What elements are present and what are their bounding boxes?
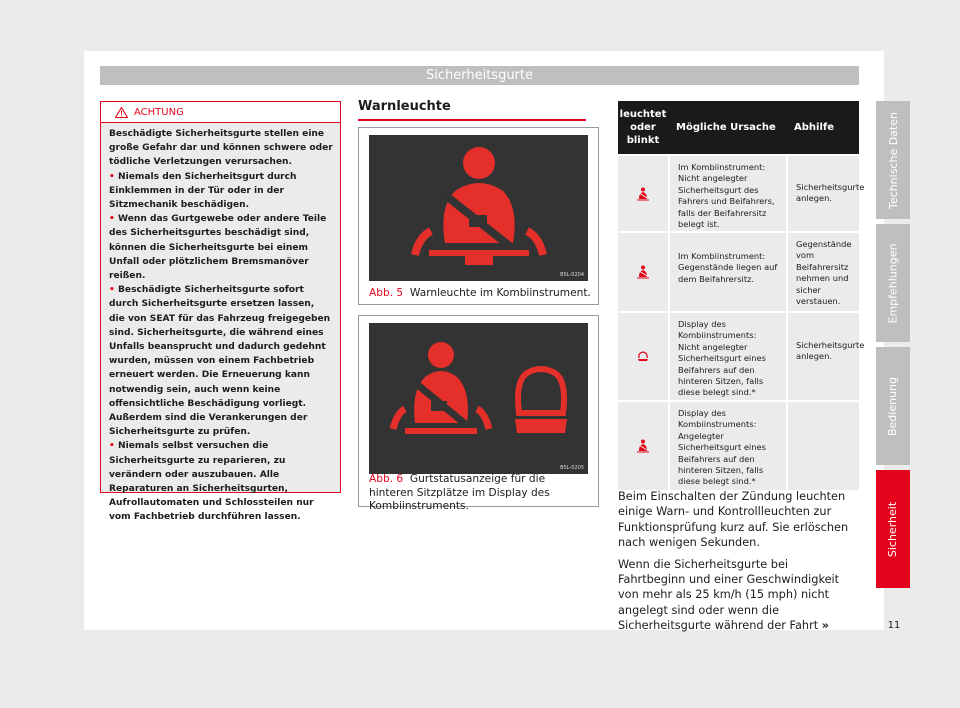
section-title: Warnleuchte	[358, 99, 451, 114]
warning-bullet: • Beschädigte Sicherheitsgurte sofort durch Sicherheitsgurte ersetzen lassen, die von SEAT für das Fahrzeug freigegeben sind. Sicherheitsgurte, die während eines Unfalls beansprucht und dadurch gedehnt wurden, müssen von einem Fachbetrieb erneuert werden. Die Erneuerung kann notwendig sein, auch wenn keine offensichtliche Beschädigung vorliegt. Außerdem sind die Verankerungen der Sicherheitsgurte zu prüfen.	[109, 285, 331, 438]
warning-bullet: • Niemals den Sicherheitsgurt durch Einklemmen in der Tür oder in der Sitzmechanik beschädigen.	[109, 171, 297, 211]
table-row	[618, 311, 865, 400]
paragraph: Wenn die Sicherheitsgurte bei Fahrtbeginn und einer Geschwindigkeit von mehr als 25 km/h (15 mph) nicht angelegt sind oder wenn die Sicherheitsgurte während der Fahrt »	[618, 557, 840, 633]
warning-triangle-icon	[115, 107, 128, 118]
seatbelt-warning-icon	[637, 187, 649, 201]
table-cell-remedy: Gegenstände vom Beifahrersitz nehmen und sicher verstauen.	[786, 233, 859, 311]
warning-header	[101, 102, 340, 123]
figure-warning-light	[358, 127, 599, 305]
table-cell-cause: Display des Kombiinstruments: Nicht angelegter Sicherheitsgurt eines Beifahrers auf den hinteren Sitzen, falls diese belegt sind.*	[668, 313, 786, 400]
tab-empfehlungen[interactable]: Empfehlungen	[876, 224, 910, 342]
section-underline	[358, 119, 586, 121]
table-row	[618, 154, 865, 231]
table-cell-icon	[618, 313, 668, 400]
seatbelt-warning-icon	[369, 135, 588, 281]
continue-icon: »	[821, 619, 830, 633]
warning-bullet: • Niemals selbst versuchen die Sicherheitsgurte zu reparieren, zu verändern oder auszubauen. Alle Reparaturen an Sicherheitsgurten, Aufrollautomaten und Schlossteilen nur vom Fachbetrieb durchführen lassen.	[109, 441, 314, 523]
rear-seat-status-icon	[369, 323, 588, 474]
column-header: leuchtet oder blinkt	[619, 109, 667, 146]
table-cell-remedy	[786, 402, 859, 490]
warning-title: ACHTUNG	[134, 106, 184, 118]
column-header: Abhilfe	[794, 122, 835, 133]
table-cell-cause: Im Kombiinstrument: Nicht angelegter Sicherheitsgurt des Fahrers und Beifahrers, falls der Beifahrersitz belegt ist.	[668, 156, 786, 231]
empty-seat-icon	[637, 351, 649, 362]
table-row	[618, 400, 859, 490]
warning-light-table	[618, 101, 865, 490]
table-cell-icon	[618, 402, 668, 490]
seatbelt-warning-icon	[637, 265, 649, 279]
page-header: Sicherheitsgurte	[100, 66, 859, 85]
warning-body	[101, 123, 340, 525]
warning-box	[100, 101, 341, 523]
tab-technische-daten[interactable]: Technische Daten	[876, 101, 910, 219]
table-header	[618, 101, 859, 154]
tab-bedienung[interactable]: Bedienung	[876, 347, 910, 465]
figure-caption: Abb. 6 Gurtstatusanzeige für die hinteren Sitzplätze im Display des Kombiinstruments.	[369, 473, 550, 512]
figure-rear-seat-status	[358, 315, 599, 512]
table-cell-icon	[618, 233, 668, 311]
table-cell-cause: Display des Kombiinstruments: Angelegter Sicherheitsgurt eines Beifahrers auf den hinteren Sitzen, falls diese belegt sind.*	[668, 402, 786, 490]
table-cell-cause: Im Kombiinstrument: Gegenstände liegen auf dem Beifahrersitz.	[668, 233, 786, 311]
paragraph: Beim Einschalten der Zündung leuchten einige Warn- und Kontrollleuchten zur Funktionsprüfung kurz auf. Sie erlöschen nach wenigen Sekunden.	[618, 490, 849, 550]
figure-code: B5L-0204	[560, 272, 584, 278]
belted-passenger-icon	[637, 439, 649, 453]
figure-image	[369, 135, 588, 281]
column-header: Mögliche Ursache	[676, 122, 776, 133]
figure-caption: Abb. 5 Warnleuchte im Kombiinstrument.	[369, 287, 591, 299]
tab-sicherheit[interactable]: Sicherheit	[876, 470, 910, 588]
table-cell-icon	[618, 156, 668, 231]
table-cell-remedy: Sicherheitsgurte anlegen.	[786, 156, 859, 231]
figure-code: B5L-0205	[560, 465, 584, 471]
page-number: 11	[887, 620, 901, 631]
table-row	[618, 231, 859, 311]
table-cell-remedy: Sicherheitsgurte anlegen.	[786, 313, 859, 400]
figure-image	[369, 323, 588, 474]
warning-intro: Beschädigte Sicherheitsgurte stellen eine große Gefahr dar und können schwere oder tödliche Verletzungen verursachen.	[109, 129, 333, 168]
warning-bullet: • Wenn das Gurtgewebe oder andere Teile des Sicherheitsgurtes beschädigt sind, können die Sicherheitsgurte bei einem Unfall oder plötzlichem Bremsmanöver reißen.	[109, 214, 327, 282]
body-text	[618, 489, 859, 640]
